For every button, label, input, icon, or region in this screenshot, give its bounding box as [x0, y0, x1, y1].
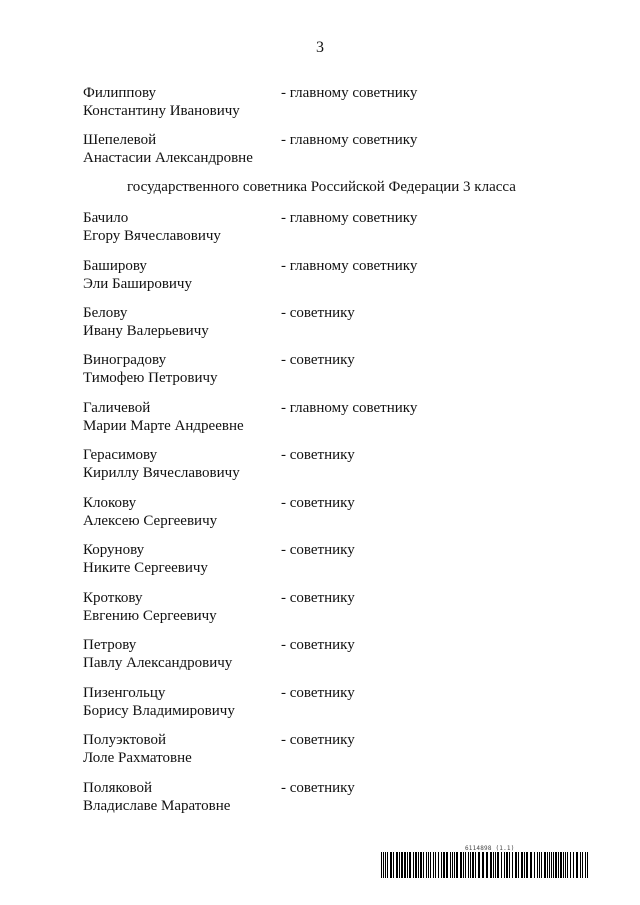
person-given-names: Константину Ивановичу	[83, 103, 240, 119]
person-surname: Клокову	[83, 495, 137, 511]
person-surname: Корунову	[83, 542, 145, 558]
person-rank: - советнику	[281, 305, 355, 321]
person-rank: - главному советнику	[281, 400, 418, 416]
person-given-names: Егору Вячеславовичу	[83, 228, 221, 244]
person-given-names: Эли Башировичу	[83, 276, 192, 292]
person-rank: - советнику	[281, 780, 355, 796]
person-rank: - советнику	[281, 447, 355, 463]
person-given-names: Ивану Валерьевичу	[83, 323, 209, 339]
list-item	[83, 446, 543, 482]
person-surname: Бачило	[83, 210, 129, 226]
person-given-names: Владиславе Маратовне	[83, 798, 231, 814]
person-rank: - советнику	[281, 685, 355, 701]
list-item	[83, 589, 543, 625]
section-heading: государственного советника Российской Федерации 3 класса	[127, 179, 516, 195]
page-number: 3	[316, 39, 324, 56]
person-given-names: Анастасии Александровне	[83, 150, 253, 166]
person-surname: Галичевой	[83, 400, 151, 416]
list-item	[83, 84, 543, 120]
person-surname: Пизенгольцу	[83, 685, 166, 701]
person-rank: - главному советнику	[281, 85, 418, 101]
person-given-names: Кириллу Вячеславовичу	[83, 465, 240, 481]
person-given-names: Марии Марте Андреевне	[83, 418, 244, 434]
person-rank: - советнику	[281, 495, 355, 511]
person-rank: - советнику	[281, 590, 355, 606]
person-surname: Баширову	[83, 258, 147, 274]
person-surname: Виноградову	[83, 352, 167, 368]
person-given-names: Павлу Александровичу	[83, 655, 233, 671]
person-surname: Петрову	[83, 637, 137, 653]
person-given-names: Алексею Сергеевичу	[83, 513, 218, 529]
list-item	[83, 541, 543, 577]
person-rank: - советнику	[281, 637, 355, 653]
list-item	[83, 636, 543, 672]
person-given-names: Лоле Рахматовне	[83, 750, 192, 766]
person-given-names: Евгению Сергеевичу	[83, 608, 217, 624]
list-item	[83, 684, 543, 720]
person-given-names: Борису Владимировичу	[83, 703, 235, 719]
list-item	[83, 209, 543, 245]
person-rank: - советнику	[281, 732, 355, 748]
person-rank: - советнику	[281, 542, 355, 558]
list-item	[83, 351, 543, 387]
person-surname: Поляковой	[83, 780, 153, 796]
person-surname: Герасимову	[83, 447, 158, 463]
barcode-code: 6114898 (1.1)	[465, 845, 515, 852]
barcode-icon	[381, 852, 591, 878]
list-item	[83, 399, 543, 435]
list-item	[83, 779, 543, 815]
list-item	[83, 131, 543, 167]
person-surname: Шепелевой	[83, 132, 157, 148]
person-rank: - советнику	[281, 352, 355, 368]
list-item	[83, 731, 543, 767]
person-surname: Полуэктовой	[83, 732, 167, 748]
person-surname: Белову	[83, 305, 128, 321]
person-rank: - главному советнику	[281, 210, 418, 226]
person-rank: - главному советнику	[281, 132, 418, 148]
person-surname: Кроткову	[83, 590, 143, 606]
person-given-names: Тимофею Петровичу	[83, 370, 218, 386]
list-item	[83, 257, 543, 293]
person-rank: - главному советнику	[281, 258, 418, 274]
person-surname: Филиппову	[83, 85, 157, 101]
person-given-names: Никите Сергеевичу	[83, 560, 208, 576]
list-item	[83, 494, 543, 530]
list-item	[83, 304, 543, 340]
